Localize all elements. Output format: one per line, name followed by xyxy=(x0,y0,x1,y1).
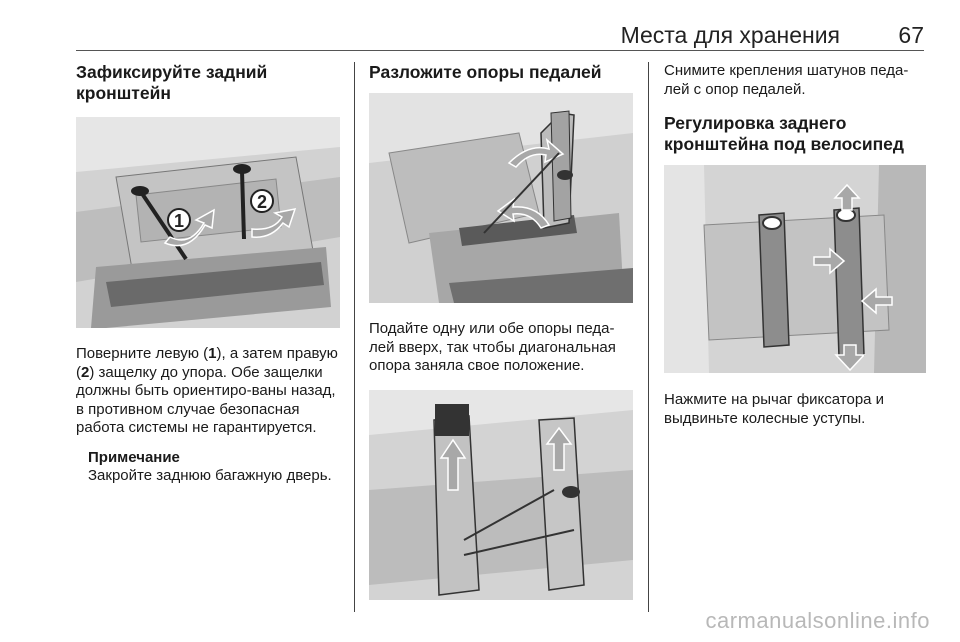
figure-pedal-supports-unfold xyxy=(369,93,633,303)
column-middle xyxy=(369,62,633,600)
note-title: Примечание xyxy=(88,448,180,466)
instruction-press-latch-lever: Нажмите на рычаг фиксатора и выдвиньте колесные уступы. xyxy=(664,391,885,427)
instruction-remove-crank-mounts: Снимите крепления шатунов педа-лей с опор педалей. xyxy=(664,62,909,98)
heading-fix-rear-bracket: Зафиксируйте задний кронштейн xyxy=(76,62,268,103)
instruction-text-c: ) защелку до упора. Обе защелки должны быть ориентиро-ваны назад, в противном случае безопасная работа системы не гарантируется. xyxy=(76,363,336,437)
heading-unfold-pedal-supports: Разложите опоры педалей xyxy=(369,62,602,82)
callout-2-label: 2 xyxy=(256,192,268,212)
instruction-text-a: Поверните левую ( xyxy=(76,345,209,362)
note-text: Закройте заднюю багажную дверь. xyxy=(88,466,332,484)
instruction-text-b: ), а затем правую ( xyxy=(76,345,338,381)
section-title: Места для хранения xyxy=(620,22,840,48)
page-number: 67 xyxy=(898,22,924,48)
instruction-raise-pedal-supports: Подайте одну или обе опоры педа-лей вверх, так чтобы диагональная опора заняла свое положение. xyxy=(369,320,616,375)
note-box xyxy=(88,448,340,486)
instruction-ref-1: 1 xyxy=(208,345,217,362)
column-left xyxy=(76,62,340,486)
column-right xyxy=(664,62,926,428)
instruction-ref-2: 2 xyxy=(81,363,90,381)
figure-wheel-holders-extend xyxy=(664,165,926,373)
figure-rear-bracket-latches xyxy=(76,117,340,328)
watermark: carmanualsonline.info xyxy=(705,608,930,633)
instruction-rotate-latches xyxy=(76,345,340,438)
column-divider-right xyxy=(648,62,649,612)
figure-pedal-supports-raised xyxy=(369,390,633,600)
header-rule xyxy=(76,50,924,51)
heading-adjust-rear-bracket: Регулировка заднего кронштейна под велосипед xyxy=(664,113,905,155)
column-divider-left xyxy=(354,62,355,612)
callout-1-label: 1 xyxy=(173,211,185,231)
